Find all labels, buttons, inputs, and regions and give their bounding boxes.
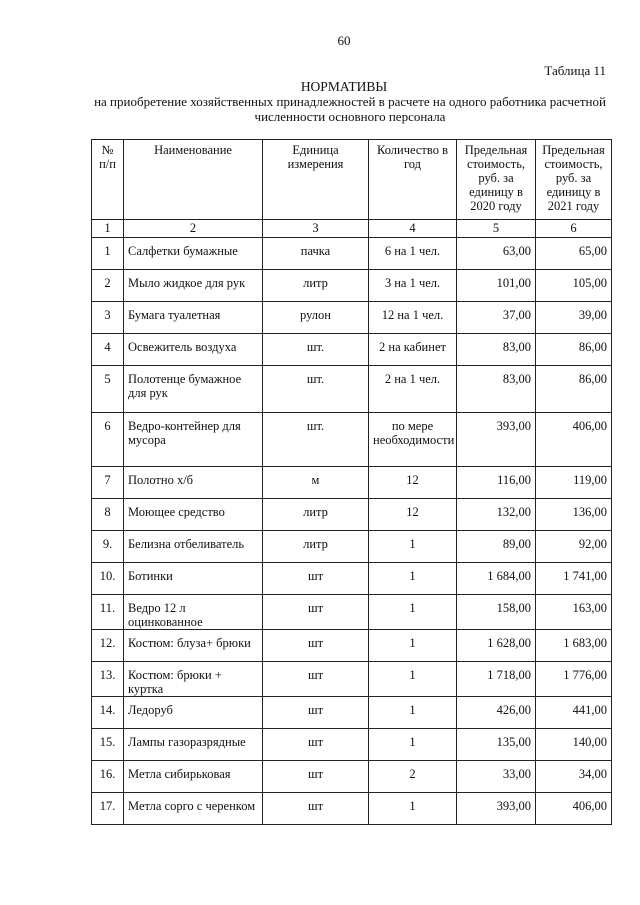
item-price-2021: 1 776,00 bbox=[536, 662, 612, 697]
item-unit: пачка bbox=[263, 238, 369, 270]
table-row bbox=[92, 761, 612, 793]
item-price-2021: 39,00 bbox=[536, 302, 612, 334]
item-quantity: 1 bbox=[369, 697, 457, 729]
table-row bbox=[92, 563, 612, 595]
table-row bbox=[92, 467, 612, 499]
item-price-2020: 33,00 bbox=[457, 761, 536, 793]
header-name: Наименование bbox=[124, 140, 263, 220]
item-price-2020: 1 718,00 bbox=[457, 662, 536, 697]
row-number: 5 bbox=[92, 366, 124, 413]
item-quantity: 12 bbox=[369, 499, 457, 531]
row-number: 3 bbox=[92, 302, 124, 334]
item-unit: литр bbox=[263, 499, 369, 531]
item-quantity: 1 bbox=[369, 662, 457, 697]
item-unit: шт bbox=[263, 662, 369, 697]
column-number: 4 bbox=[369, 220, 457, 238]
item-name: Моющее средство bbox=[124, 499, 263, 531]
item-unit: литр bbox=[263, 531, 369, 563]
table-row bbox=[92, 793, 612, 825]
item-name: Ледоруб bbox=[124, 697, 263, 729]
item-price-2020: 132,00 bbox=[457, 499, 536, 531]
table-row bbox=[92, 729, 612, 761]
row-number: 14. bbox=[92, 697, 124, 729]
item-price-2021: 140,00 bbox=[536, 729, 612, 761]
row-number: 17. bbox=[92, 793, 124, 825]
row-number: 11. bbox=[92, 595, 124, 630]
item-quantity: 1 bbox=[369, 595, 457, 630]
item-name: Костюм: блуза+ брюки bbox=[124, 630, 263, 662]
header-num: № п/п bbox=[92, 140, 124, 220]
item-price-2021: 34,00 bbox=[536, 761, 612, 793]
item-price-2021: 65,00 bbox=[536, 238, 612, 270]
item-name: Ведро-контейнер для мусора bbox=[124, 413, 263, 467]
item-name: Метла сорго с черенком bbox=[124, 793, 263, 825]
row-number: 6 bbox=[92, 413, 124, 467]
item-quantity: 2 на кабинет bbox=[369, 334, 457, 366]
row-number: 16. bbox=[92, 761, 124, 793]
item-price-2020: 135,00 bbox=[457, 729, 536, 761]
column-number: 3 bbox=[263, 220, 369, 238]
row-number: 15. bbox=[92, 729, 124, 761]
item-price-2021: 1 683,00 bbox=[536, 630, 612, 662]
item-name: Бумага туалетная bbox=[124, 302, 263, 334]
table-row bbox=[92, 499, 612, 531]
norms-table bbox=[91, 139, 612, 825]
item-unit: м bbox=[263, 467, 369, 499]
item-quantity: 3 на 1 чел. bbox=[369, 270, 457, 302]
item-quantity: 1 bbox=[369, 630, 457, 662]
table-row bbox=[92, 334, 612, 366]
item-price-2020: 37,00 bbox=[457, 302, 536, 334]
table-row bbox=[92, 662, 612, 697]
row-number: 8 bbox=[92, 499, 124, 531]
item-unit: шт bbox=[263, 761, 369, 793]
header-price-2020: Предельная стоимость, руб. за единицу в 2020 году bbox=[457, 140, 536, 220]
item-price-2021: 86,00 bbox=[536, 366, 612, 413]
item-price-2020: 83,00 bbox=[457, 334, 536, 366]
table-header-row bbox=[92, 140, 612, 220]
item-name: Полотенце бумажное для рук bbox=[124, 366, 263, 413]
item-name: Мыло жидкое для рук bbox=[124, 270, 263, 302]
item-price-2021: 119,00 bbox=[536, 467, 612, 499]
item-quantity: 2 bbox=[369, 761, 457, 793]
table-label: Таблица 11 bbox=[544, 63, 606, 78]
item-name: Белизна отбеливатель bbox=[124, 531, 263, 563]
item-unit: шт. bbox=[263, 413, 369, 467]
item-quantity: 6 на 1 чел. bbox=[369, 238, 457, 270]
table-row bbox=[92, 238, 612, 270]
row-number: 7 bbox=[92, 467, 124, 499]
column-number: 5 bbox=[457, 220, 536, 238]
table-row bbox=[92, 413, 612, 467]
item-price-2021: 105,00 bbox=[536, 270, 612, 302]
row-number: 2 bbox=[92, 270, 124, 302]
item-quantity: 1 bbox=[369, 793, 457, 825]
item-price-2020: 83,00 bbox=[457, 366, 536, 413]
item-unit: шт. bbox=[263, 366, 369, 413]
item-name: Салфетки бумажные bbox=[124, 238, 263, 270]
item-quantity: 1 bbox=[369, 563, 457, 595]
item-name: Полотно х/б bbox=[124, 467, 263, 499]
item-price-2020: 393,00 bbox=[457, 413, 536, 467]
item-price-2021: 136,00 bbox=[536, 499, 612, 531]
item-quantity: 12 на 1 чел. bbox=[369, 302, 457, 334]
item-name: Костюм: брюки + куртка bbox=[124, 662, 263, 697]
item-price-2020: 1 628,00 bbox=[457, 630, 536, 662]
item-price-2020: 426,00 bbox=[457, 697, 536, 729]
item-price-2021: 406,00 bbox=[536, 413, 612, 467]
item-price-2020: 101,00 bbox=[457, 270, 536, 302]
table-row bbox=[92, 531, 612, 563]
table-row bbox=[92, 366, 612, 413]
item-price-2021: 163,00 bbox=[536, 595, 612, 630]
item-unit: шт bbox=[263, 630, 369, 662]
column-number: 1 bbox=[92, 220, 124, 238]
item-quantity: 2 на 1 чел. bbox=[369, 366, 457, 413]
item-price-2020: 63,00 bbox=[457, 238, 536, 270]
item-unit: шт bbox=[263, 595, 369, 630]
item-unit: шт bbox=[263, 793, 369, 825]
row-number: 4 bbox=[92, 334, 124, 366]
item-unit: литр bbox=[263, 270, 369, 302]
item-price-2021: 406,00 bbox=[536, 793, 612, 825]
item-quantity: по мере необходимости bbox=[369, 413, 457, 467]
header-unit: Единица измерения bbox=[263, 140, 369, 220]
header-qty: Количество в год bbox=[369, 140, 457, 220]
item-price-2021: 92,00 bbox=[536, 531, 612, 563]
table-row bbox=[92, 630, 612, 662]
table-row bbox=[92, 302, 612, 334]
table-body bbox=[92, 238, 612, 825]
item-unit: шт bbox=[263, 729, 369, 761]
item-price-2020: 116,00 bbox=[457, 467, 536, 499]
item-name: Лампы газоразрядные bbox=[124, 729, 263, 761]
table-row bbox=[92, 270, 612, 302]
document-subtitle: на приобретение хозяйственных принадлежностей в расчете на одного работника расчетной численности основного персонала bbox=[94, 94, 606, 124]
item-price-2020: 158,00 bbox=[457, 595, 536, 630]
item-unit: рулон bbox=[263, 302, 369, 334]
item-quantity: 12 bbox=[369, 467, 457, 499]
item-name: Ведро 12 л оцинкованное bbox=[124, 595, 263, 630]
row-number: 13. bbox=[92, 662, 124, 697]
column-number-row bbox=[92, 220, 612, 238]
table-row bbox=[92, 595, 612, 630]
item-price-2020: 89,00 bbox=[457, 531, 536, 563]
item-name: Освежитель воздуха bbox=[124, 334, 263, 366]
item-unit: шт bbox=[263, 563, 369, 595]
row-number: 10. bbox=[92, 563, 124, 595]
row-number: 12. bbox=[92, 630, 124, 662]
item-quantity: 1 bbox=[369, 531, 457, 563]
row-number: 9. bbox=[92, 531, 124, 563]
item-price-2021: 1 741,00 bbox=[536, 563, 612, 595]
column-number: 6 bbox=[536, 220, 612, 238]
item-quantity: 1 bbox=[369, 729, 457, 761]
item-unit: шт bbox=[263, 697, 369, 729]
item-name: Ботинки bbox=[124, 563, 263, 595]
header-price-2021: Предельная стоимость, руб. за единицу в 2021 году bbox=[536, 140, 612, 220]
item-price-2020: 1 684,00 bbox=[457, 563, 536, 595]
page-number: 60 bbox=[337, 33, 351, 48]
item-unit: шт. bbox=[263, 334, 369, 366]
document-title: НОРМАТИВЫ bbox=[300, 79, 388, 94]
item-price-2020: 393,00 bbox=[457, 793, 536, 825]
item-price-2021: 86,00 bbox=[536, 334, 612, 366]
item-price-2021: 441,00 bbox=[536, 697, 612, 729]
row-number: 1 bbox=[92, 238, 124, 270]
table-row bbox=[92, 697, 612, 729]
item-name: Метла сибирьковая bbox=[124, 761, 263, 793]
column-number: 2 bbox=[124, 220, 263, 238]
